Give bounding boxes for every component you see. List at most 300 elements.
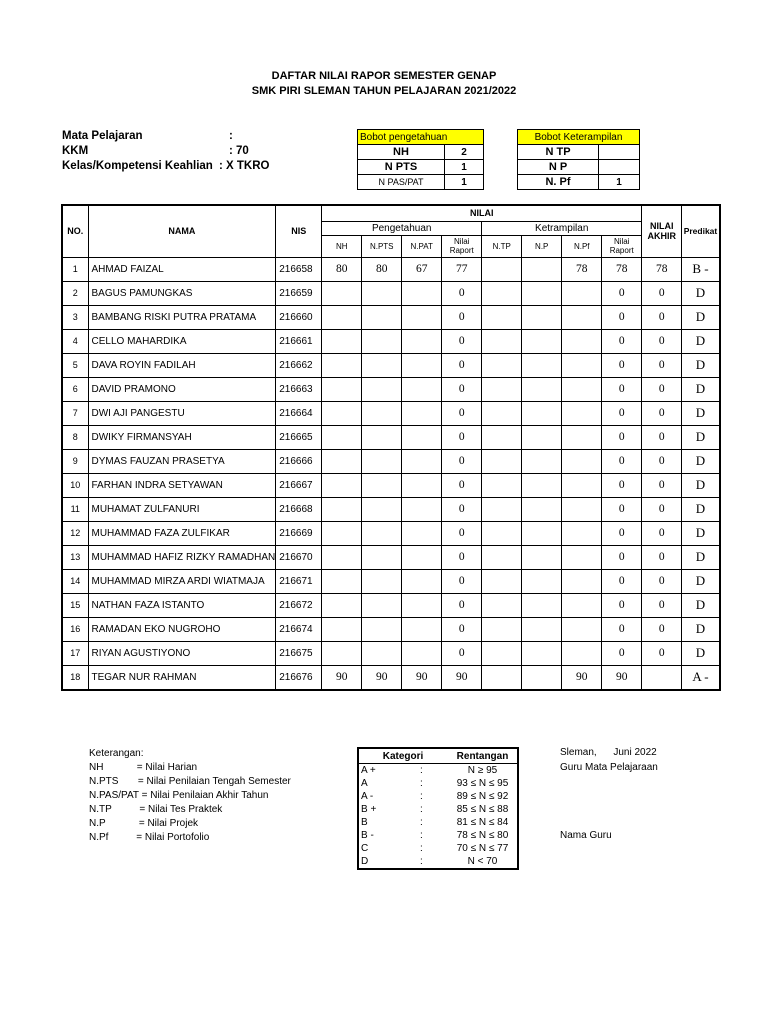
place-date: Sleman, Juni 2022 <box>560 747 657 758</box>
nilai-raport-ketrampilan: 0 <box>602 329 642 353</box>
np-value <box>522 641 562 665</box>
student-nis: 216660 <box>276 305 322 329</box>
student-nis: 216667 <box>276 473 322 497</box>
nilai-raport-ketrampilan: 0 <box>602 617 642 641</box>
nilai-raport-pengetahuan: 90 <box>442 665 482 690</box>
ntp-value <box>482 401 522 425</box>
nilai-raport-pengetahuan: 0 <box>442 353 482 377</box>
kategori-colon: : <box>420 817 423 828</box>
student-nis: 216668 <box>276 497 322 521</box>
npf-value <box>562 401 602 425</box>
row-no: 8 <box>62 425 88 449</box>
table-row <box>62 497 720 521</box>
rentangan-value: 85 ≤ N ≤ 88 <box>456 804 509 815</box>
row-no: 16 <box>62 617 88 641</box>
ntp-value <box>482 425 522 449</box>
np-value <box>522 401 562 425</box>
table-row <box>62 281 720 305</box>
npat-value <box>402 305 442 329</box>
nh-value <box>322 449 362 473</box>
document-subtitle: SMK PIRI SLEMAN TAHUN PELAJARAN 2021/2022 <box>251 85 517 97</box>
nh-value <box>322 401 362 425</box>
npf-value <box>562 305 602 329</box>
ntp-value <box>482 281 522 305</box>
row-no: 12 <box>62 521 88 545</box>
row-no: 1 <box>62 257 88 281</box>
kategori-label: B - <box>361 830 374 841</box>
bobot-np-value <box>599 160 640 175</box>
student-nis: 216666 <box>276 449 322 473</box>
npts-value <box>362 281 402 305</box>
col-header-pengetahuan: Pengetahuan <box>322 221 482 235</box>
col-header-np: N.P <box>522 235 562 257</box>
row-no: 13 <box>62 545 88 569</box>
col-header-predikat: Predikat <box>682 205 720 257</box>
predikat: D <box>682 497 720 521</box>
nilai-raport-pengetahuan: 0 <box>442 593 482 617</box>
keterangan-item: N.PAS/PAT = Nilai Penilaian Akhir Tahun <box>89 790 269 801</box>
table-row <box>62 353 720 377</box>
nilai-akhir: 0 <box>642 641 682 665</box>
ntp-value <box>482 257 522 281</box>
teacher-role: Guru Mata Pelajaraan <box>560 762 658 773</box>
nh-value <box>322 353 362 377</box>
row-no: 5 <box>62 353 88 377</box>
col-header-nis: NIS <box>276 205 322 257</box>
kelas-label: Kelas/Kompetensi Keahlian <box>62 160 213 172</box>
npat-value <box>402 593 442 617</box>
row-no: 11 <box>62 497 88 521</box>
npts-value <box>362 593 402 617</box>
bobot-np-label: N P <box>518 160 599 175</box>
col-header-nilai: NILAI <box>322 205 642 221</box>
row-no: 15 <box>62 593 88 617</box>
keterangan-item: NH = Nilai Harian <box>89 762 198 773</box>
col-header-ntp: N.TP <box>482 235 522 257</box>
bobot-pengetahuan-table <box>357 129 484 190</box>
rentangan-value: 89 ≤ N ≤ 92 <box>456 791 509 802</box>
np-value <box>522 593 562 617</box>
predikat: D <box>682 545 720 569</box>
keterangan-block <box>89 747 291 845</box>
nilai-raport-ketrampilan: 0 <box>602 593 642 617</box>
student-nis: 216674 <box>276 617 322 641</box>
kkm-label: KKM <box>62 145 89 157</box>
table-row <box>62 617 720 641</box>
teacher-name: Nama Guru <box>560 830 612 841</box>
keterangan-item: N.TP = Nilai Tes Praktek <box>89 804 223 815</box>
kategori-row <box>358 829 518 842</box>
nilai-raport-pengetahuan: 0 <box>442 401 482 425</box>
nilai-raport-pengetahuan: 0 <box>442 305 482 329</box>
nh-value <box>322 305 362 329</box>
student-name: DYMAS FAUZAN PRASETYA <box>88 449 276 473</box>
nilai-raport-ketrampilan: 0 <box>602 449 642 473</box>
rentangan-value: 70 ≤ N ≤ 77 <box>456 843 509 854</box>
npf-value <box>562 281 602 305</box>
grades-table <box>61 204 721 691</box>
table-row <box>62 521 720 545</box>
row-no: 4 <box>62 329 88 353</box>
student-nis: 216661 <box>276 329 322 353</box>
predikat: B - <box>682 257 720 281</box>
nilai-akhir: 78 <box>642 257 682 281</box>
col-header-nilai-akhir: NILAI AKHIR <box>642 205 682 257</box>
table-row <box>62 401 720 425</box>
nilai-akhir: 0 <box>642 497 682 521</box>
nilai-raport-pengetahuan: 0 <box>442 521 482 545</box>
npat-value <box>402 449 442 473</box>
row-no: 3 <box>62 305 88 329</box>
npat-value <box>402 377 442 401</box>
npf-value <box>562 617 602 641</box>
np-value <box>522 545 562 569</box>
npat-value <box>402 473 442 497</box>
kategori-row <box>358 842 518 855</box>
kategori-label: D <box>361 856 369 867</box>
nilai-raport-pengetahuan: 0 <box>442 641 482 665</box>
np-value <box>522 497 562 521</box>
predikat: D <box>682 449 720 473</box>
npat-value <box>402 401 442 425</box>
nilai-raport-pengetahuan: 0 <box>442 425 482 449</box>
table-row <box>62 593 720 617</box>
npf-value <box>562 521 602 545</box>
ntp-value <box>482 497 522 521</box>
npts-value: 90 <box>362 665 402 690</box>
student-name: RAMADAN EKO NUGROHO <box>88 617 276 641</box>
student-nis: 216662 <box>276 353 322 377</box>
ntp-value <box>482 617 522 641</box>
student-name: CELLO MAHARDIKA <box>88 329 276 353</box>
col-header-npat: N.PAT <box>402 235 442 257</box>
predikat: D <box>682 329 720 353</box>
nilai-raport-ketrampilan: 0 <box>602 569 642 593</box>
nh-value <box>322 521 362 545</box>
keterangan-item: N.P = Nilai Projek <box>89 818 199 829</box>
nilai-raport-pengetahuan: 0 <box>442 569 482 593</box>
np-value <box>522 305 562 329</box>
nh-value: 80 <box>322 257 362 281</box>
npts-value <box>362 449 402 473</box>
rentangan-value: 93 ≤ N ≤ 95 <box>456 778 509 789</box>
npat-value <box>402 641 442 665</box>
predikat: D <box>682 401 720 425</box>
nilai-raport-pengetahuan: 0 <box>442 449 482 473</box>
npf-value: 90 <box>562 665 602 690</box>
np-value <box>522 521 562 545</box>
nilai-raport-pengetahuan: 77 <box>442 257 482 281</box>
student-nis: 216675 <box>276 641 322 665</box>
student-name: DWIKY FIRMANSYAH <box>88 425 276 449</box>
nilai-raport-pengetahuan: 0 <box>442 473 482 497</box>
nilai-raport-pengetahuan: 0 <box>442 545 482 569</box>
nilai-raport-ketrampilan: 0 <box>602 353 642 377</box>
npts-value <box>362 521 402 545</box>
npts-value <box>362 329 402 353</box>
col-header-npf: N.Pf <box>562 235 602 257</box>
table-row <box>62 449 720 473</box>
ntp-value <box>482 305 522 329</box>
bobot-ntp-value <box>599 145 640 160</box>
ntp-value <box>482 641 522 665</box>
kategori-row <box>358 803 518 816</box>
np-value <box>522 329 562 353</box>
kategori-colon: : <box>420 830 423 841</box>
col-header-nilai-raport-ketrampilan: Nilai Raport <box>602 235 642 257</box>
npts-value <box>362 545 402 569</box>
nilai-raport-ketrampilan: 0 <box>602 377 642 401</box>
npf-value: 78 <box>562 257 602 281</box>
table-row <box>62 473 720 497</box>
row-no: 18 <box>62 665 88 690</box>
rentangan-value: N < 70 <box>467 856 498 867</box>
npf-value <box>562 569 602 593</box>
row-no: 14 <box>62 569 88 593</box>
npf-value <box>562 473 602 497</box>
predikat: D <box>682 521 720 545</box>
bobot-npat-label: N PAS/PAT <box>358 175 445 190</box>
kategori-colon: : <box>420 791 423 802</box>
col-header-no: NO. <box>62 205 88 257</box>
nh-value <box>322 617 362 641</box>
student-name: DAVID PRAMONO <box>88 377 276 401</box>
col-header-npts: N.PTS <box>362 235 402 257</box>
student-name: RIYAN AGUSTIYONO <box>88 641 276 665</box>
npts-value <box>362 617 402 641</box>
npts-value <box>362 377 402 401</box>
bobot-keterampilan-header: Bobot Keterampilan <box>518 130 640 145</box>
predikat: D <box>682 593 720 617</box>
ntp-value <box>482 569 522 593</box>
np-value <box>522 377 562 401</box>
row-no: 17 <box>62 641 88 665</box>
bobot-keterampilan-table <box>517 129 640 190</box>
keterangan-item: N.Pf = Nilai Portofolio <box>89 832 210 843</box>
predikat: D <box>682 305 720 329</box>
student-name: MUHAMMAD HAFIZ RIZKY RAMADHAN <box>88 545 276 569</box>
ntp-value <box>482 521 522 545</box>
table-row <box>62 257 720 281</box>
nilai-raport-ketrampilan: 0 <box>602 281 642 305</box>
kategori-colon: : <box>420 843 423 854</box>
bobot-ntp-label: N TP <box>518 145 599 160</box>
kategori-row <box>358 855 518 869</box>
nilai-akhir <box>642 665 682 690</box>
npts-value <box>362 353 402 377</box>
nilai-akhir: 0 <box>642 593 682 617</box>
kategori-header: Kategori <box>358 748 448 764</box>
npf-value <box>562 449 602 473</box>
nilai-raport-pengetahuan: 0 <box>442 497 482 521</box>
student-nis: 216663 <box>276 377 322 401</box>
col-header-nh: NH <box>322 235 362 257</box>
nh-value <box>322 593 362 617</box>
np-value <box>522 257 562 281</box>
nilai-akhir: 0 <box>642 329 682 353</box>
student-nis: 216665 <box>276 425 322 449</box>
nilai-akhir: 0 <box>642 617 682 641</box>
rentangan-value: 78 ≤ N ≤ 80 <box>456 830 509 841</box>
npat-value <box>402 545 442 569</box>
kategori-label: A + <box>361 765 376 776</box>
np-value <box>522 425 562 449</box>
nilai-raport-ketrampilan: 0 <box>602 473 642 497</box>
np-value <box>522 449 562 473</box>
npts-value: 80 <box>362 257 402 281</box>
student-name: DWI AJI PANGESTU <box>88 401 276 425</box>
nilai-raport-ketrampilan: 0 <box>602 521 642 545</box>
nilai-raport-ketrampilan: 0 <box>602 641 642 665</box>
table-row <box>62 641 720 665</box>
npat-value: 90 <box>402 665 442 690</box>
kategori-row <box>358 816 518 829</box>
rentangan-value: N ≥ 95 <box>467 765 498 776</box>
npat-value <box>402 281 442 305</box>
predikat: D <box>682 281 720 305</box>
predikat: D <box>682 569 720 593</box>
npts-value <box>362 497 402 521</box>
nilai-raport-ketrampilan: 78 <box>602 257 642 281</box>
student-name: DAVA ROYIN FADILAH <box>88 353 276 377</box>
npts-value <box>362 569 402 593</box>
student-name: MUHAMAT ZULFANURI <box>88 497 276 521</box>
predikat: D <box>682 641 720 665</box>
nh-value <box>322 641 362 665</box>
npat-value <box>402 497 442 521</box>
predikat: D <box>682 617 720 641</box>
rentangan-value: 81 ≤ N ≤ 84 <box>456 817 509 828</box>
row-no: 7 <box>62 401 88 425</box>
predikat: D <box>682 353 720 377</box>
student-nis: 216670 <box>276 545 322 569</box>
predikat: D <box>682 377 720 401</box>
nilai-akhir: 0 <box>642 353 682 377</box>
nilai-raport-ketrampilan: 0 <box>602 305 642 329</box>
row-no: 6 <box>62 377 88 401</box>
nilai-akhir: 0 <box>642 425 682 449</box>
np-value <box>522 665 562 690</box>
npf-value <box>562 425 602 449</box>
nilai-akhir: 0 <box>642 401 682 425</box>
nilai-akhir: 0 <box>642 281 682 305</box>
row-no: 10 <box>62 473 88 497</box>
npat-value <box>402 569 442 593</box>
ntp-value <box>482 449 522 473</box>
student-name: AHMAD FAIZAL <box>88 257 276 281</box>
np-value <box>522 353 562 377</box>
table-row <box>62 569 720 593</box>
table-row <box>62 665 720 690</box>
np-value <box>522 569 562 593</box>
student-nis: 216672 <box>276 593 322 617</box>
kategori-row <box>358 777 518 790</box>
row-no: 9 <box>62 449 88 473</box>
nilai-akhir: 0 <box>642 545 682 569</box>
npat-value <box>402 425 442 449</box>
nilai-raport-ketrampilan: 0 <box>602 401 642 425</box>
kategori-label: A <box>361 778 368 789</box>
ntp-value <box>482 473 522 497</box>
nh-value <box>322 377 362 401</box>
npf-value <box>562 377 602 401</box>
nh-value <box>322 329 362 353</box>
npat-value <box>402 617 442 641</box>
table-row <box>62 305 720 329</box>
student-name: TEGAR NUR RAHMAN <box>88 665 276 690</box>
kategori-colon: : <box>420 778 423 789</box>
ntp-value <box>482 545 522 569</box>
npts-value <box>362 305 402 329</box>
bobot-nh-label: NH <box>358 145 445 160</box>
nilai-raport-pengetahuan: 0 <box>442 617 482 641</box>
kategori-label: B <box>361 817 368 828</box>
bobot-pengetahuan-header: Bobot pengetahuan <box>358 130 484 145</box>
nilai-akhir: 0 <box>642 521 682 545</box>
col-header-ketrampilan: Ketrampilan <box>482 221 642 235</box>
student-nis: 216671 <box>276 569 322 593</box>
mapel-label: Mata Pelajaran <box>62 130 143 142</box>
npts-value <box>362 425 402 449</box>
nilai-raport-pengetahuan: 0 <box>442 329 482 353</box>
kategori-row <box>358 764 518 778</box>
student-name: MUHAMMAD FAZA ZULFIKAR <box>88 521 276 545</box>
kkm-value: : 70 <box>229 145 249 157</box>
keterangan-title: Keterangan: <box>89 748 144 759</box>
table-row <box>62 545 720 569</box>
student-name: BAGUS PAMUNGKAS <box>88 281 276 305</box>
nilai-akhir: 0 <box>642 449 682 473</box>
np-value <box>522 617 562 641</box>
col-header-nilai-raport-pengetahuan: Nilai Raport <box>442 235 482 257</box>
nilai-raport-ketrampilan: 0 <box>602 425 642 449</box>
student-name: FARHAN INDRA SETYAWAN <box>88 473 276 497</box>
student-name: NATHAN FAZA ISTANTO <box>88 593 276 617</box>
student-name: BAMBANG RISKI PUTRA PRATAMA <box>88 305 276 329</box>
nh-value <box>322 569 362 593</box>
bobot-npf-label: N. Pf <box>518 175 599 190</box>
npf-value <box>562 593 602 617</box>
kategori-colon: : <box>420 856 423 867</box>
nh-value <box>322 497 362 521</box>
table-row <box>62 329 720 353</box>
ntp-value <box>482 377 522 401</box>
nilai-raport-ketrampilan: 90 <box>602 665 642 690</box>
col-header-nama: NAMA <box>88 205 276 257</box>
kelas-value: : X TKRO <box>219 160 270 172</box>
ntp-value <box>482 593 522 617</box>
nilai-raport-pengetahuan: 0 <box>442 281 482 305</box>
npat-value <box>402 329 442 353</box>
table-row <box>62 425 720 449</box>
student-nis: 216664 <box>276 401 322 425</box>
np-value <box>522 281 562 305</box>
ntp-value <box>482 665 522 690</box>
kategori-row <box>358 790 518 803</box>
kategori-table <box>357 747 519 870</box>
bobot-npat-value: 1 <box>445 175 484 190</box>
npf-value <box>562 353 602 377</box>
npts-value <box>362 641 402 665</box>
nh-value <box>322 425 362 449</box>
kategori-label: C <box>361 843 369 854</box>
keterangan-item: N.PTS = Nilai Penilaian Tengah Semester <box>89 776 291 787</box>
kategori-label: B + <box>361 804 377 815</box>
kategori-colon: : <box>420 804 423 815</box>
npf-value <box>562 329 602 353</box>
student-name: MUHAMMAD MIRZA ARDI WIATMAJA <box>88 569 276 593</box>
nilai-raport-ketrampilan: 0 <box>602 545 642 569</box>
